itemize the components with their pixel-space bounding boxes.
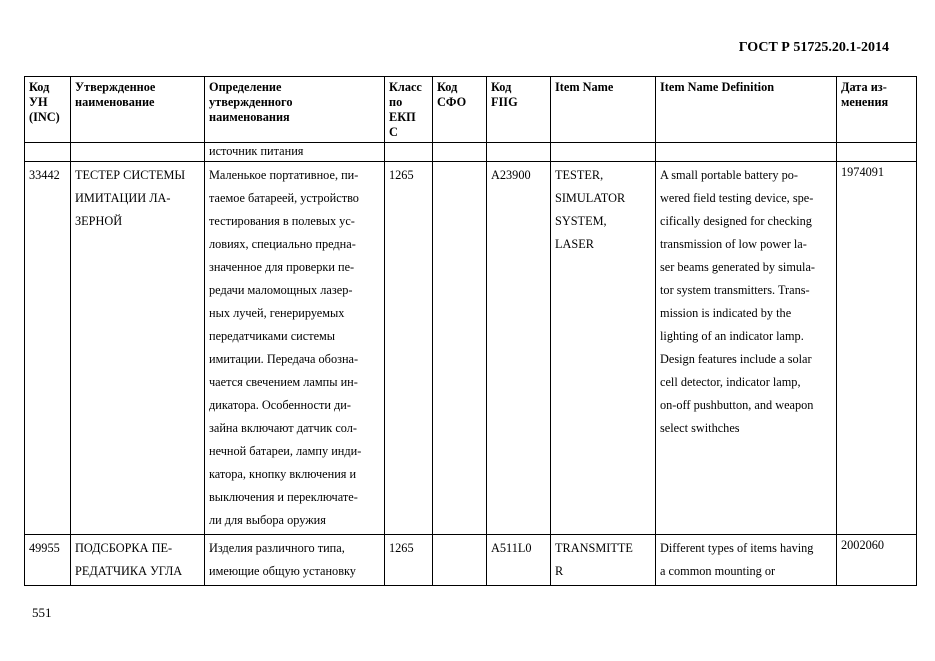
cell-item-definition <box>656 143 837 162</box>
cell-class <box>385 143 433 162</box>
header-inc: Код УН (INC) <box>25 77 71 143</box>
cell-class: 1265 <box>385 162 433 535</box>
cell-sfo <box>433 535 487 586</box>
table-row <box>25 535 917 586</box>
cell-name: ТЕСТЕР СИСТЕМЫ ИМИТАЦИИ ЛА- ЗЕРНОЙ <box>71 162 205 535</box>
cell-fiig: A23900 <box>487 162 551 535</box>
cell-name: ПОДСБОРКА ПЕ- РЕДАТЧИКА УГЛА <box>71 535 205 586</box>
cell-inc <box>25 143 71 162</box>
header-fiig: Код FIIG <box>487 77 551 143</box>
table-row <box>25 162 917 535</box>
header-class: Класс по ЕКП С <box>385 77 433 143</box>
cell-item-name <box>551 143 656 162</box>
header-change-date: Дата из- менения <box>837 77 917 143</box>
cell-fiig: A511L0 <box>487 535 551 586</box>
cell-definition: Маленькое портативное, пи- таемое батареей, устройство тестирования в полевых ус- ловиях, специально предна- значенное для проверки пе- редачи маломощных лазер- ных лучей, генерируемых передатчиками системы имитации. Передача обозна- чается свечением лампы ин- дикатора. Особенности ди- зайна включают датчик сол- нечной батареи, лампу инди- катора, кнопку включения и выключения и переключате- ли для выбора оружия <box>205 162 385 535</box>
header-sfo: Код СФО <box>433 77 487 143</box>
cell-inc: 49955 <box>25 535 71 586</box>
cell-item-name: TESTER, SIMULATOR SYSTEM, LASER <box>551 162 656 535</box>
cell-item-name: TRANSMITTE R <box>551 535 656 586</box>
cell-date: 2002060 <box>837 535 917 586</box>
document-standard-header: ГОСТ Р 51725.20.1-2014 <box>738 40 889 55</box>
header-item-definition: Item Name Definition <box>656 77 837 143</box>
continuation-row <box>25 143 917 162</box>
page-number: 551 <box>32 605 52 620</box>
cell-sfo <box>433 162 487 535</box>
header-item-name: Item Name <box>551 77 656 143</box>
cell-sfo <box>433 143 487 162</box>
cell-date <box>837 143 917 162</box>
header-definition: Определение утвержденного наименования <box>205 77 385 143</box>
cell-definition: источник питания <box>205 143 385 162</box>
cell-inc: 33442 <box>25 162 71 535</box>
cell-item-definition: Different types of items having a common mounting or <box>656 535 837 586</box>
cell-definition: Изделия различного типа, имеющие общую установку <box>205 535 385 586</box>
cell-class: 1265 <box>385 535 433 586</box>
catalog-table <box>24 76 917 586</box>
cell-item-definition: A small portable battery po- wered field testing device, spe- cifically designed for checking transmission of low power la- ser beams generated by simula- tor system transmitters. Trans- mission is indicated by the lighting of an indicator lamp. Design features include a solar cell detector, indicator lamp, on-off pushbutton, and weapon select swithches <box>656 162 837 535</box>
cell-fiig <box>487 143 551 162</box>
cell-name <box>71 143 205 162</box>
header-row <box>25 77 917 143</box>
header-approved-name: Утвержденное наименование <box>71 77 205 143</box>
cell-date: 1974091 <box>837 162 917 535</box>
